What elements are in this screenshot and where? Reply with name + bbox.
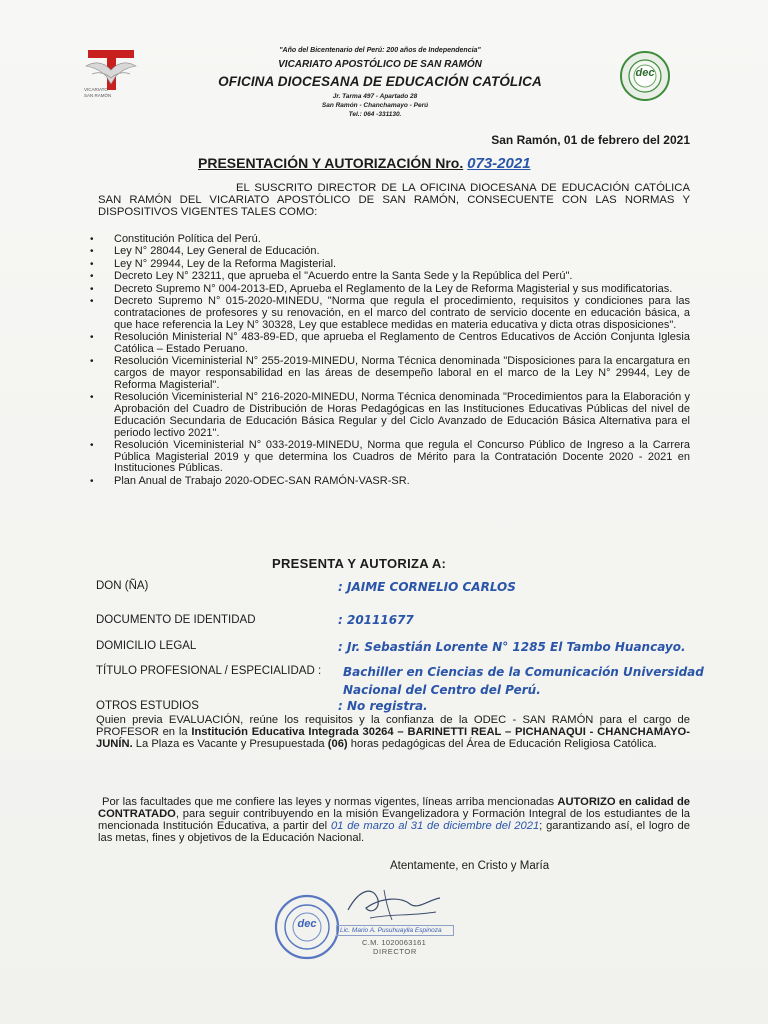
odec-stamp: [272, 893, 342, 961]
reference-item: [90, 245, 690, 258]
date-line: San Ramón, 01 de febrero del 2021: [491, 133, 690, 147]
signature-cm: C.M. 1020063161: [362, 938, 427, 947]
address-label: DOMICILIO LEGAL: [96, 640, 197, 652]
closing: Atentamente, en Cristo y María: [390, 860, 550, 872]
reference-item: [90, 330, 690, 356]
logo-caption-2: SAN RAMÓN: [84, 93, 112, 98]
other-studies-label: OTROS ESTUDIOS: [96, 700, 199, 712]
id-label: DOCUMENTO DE IDENTIDAD: [96, 614, 256, 626]
bullet-icon: •: [90, 331, 94, 343]
presenta-heading: PRESENTA Y AUTORIZA A:: [272, 556, 447, 571]
reference-text: Decreto Ley N° 23211, que aprueba el "Acuerdo entre la Santa Sede y la República del Perú".: [114, 270, 573, 283]
bullet-icon: •: [90, 283, 94, 295]
reference-text: Decreto Supremo N° 015-2020-MINEDU, "Norma que regula el procedimiento, requisitos y condiciones para las contrataciones de profesores y su renovación, en el marco del contrato de servicio docente en educación básica, a que hace referencia la Ley N° 30328, Ley que establece medidas en materia educativa y dicta otras disposiciones".: [114, 294, 690, 331]
address-value: : Jr. Sebastián Lorente N° 1285 El Tambo Huancayo.: [338, 640, 686, 654]
reference-item: [90, 257, 690, 271]
p2-c: , para seguir contribuyendo en la misión Evangelizadora y Formación Integral de los estudiantes de la mencionada Institución Educativa, a partir del: [98, 808, 690, 832]
p2-a: Por las facultades que me confiere las leyes y normas vigentes, líneas arriba mencionadas: [102, 796, 558, 808]
bullet-icon: •: [90, 392, 94, 404]
bullet-icon: •: [90, 234, 94, 245]
signature-name: Lic. Mario A. Pusuhuaylla Espinoza: [336, 925, 454, 936]
reference-text: Resolución Viceministerial N° 033-2019-MINEDU, Norma que regula el Concurso Público de Ingreso a la Carrera Pública Magisterial 2019 y que determina los Cuadros de Mérito para la Contratación Docente 2020 - 2021 en Instituciones Públicas.: [114, 438, 690, 475]
title-field-label: TÍTULO PROFESIONAL / ESPECIALIDAD :: [96, 665, 322, 677]
phone: Tel.: 064 -331130.: [348, 111, 402, 118]
handwritten-signature: [340, 880, 450, 926]
p2-e: ; garantizando así, el logro de las metas, fines y objetivos de la Educación Nacional.: [98, 820, 690, 844]
office-name: OFICINA DIOCESANA DE EDUCACIÓN CATÓLICA: [218, 74, 542, 89]
bullet-icon: •: [90, 439, 94, 451]
reference-item: [90, 438, 690, 475]
title-label: PRESENTACIÓN Y AUTORIZACIÓN Nro.: [198, 155, 464, 171]
reference-item: [90, 270, 690, 283]
reference-text: Resolución Viceministerial N° 216-2020-MINEDU, Norma Técnica denominada "Procedimientos para la Elaboración y Aprobación del Cuadro de Distribución de Horas Pedagógicas en las Instituciones Educativas Públicas del nivel de Educación Secundaria de Educación Básica Regular y del Ciclo Avanzado de Educación Básica Alternativa para el periodo lectivo 2021".: [114, 391, 690, 439]
reference-item: [90, 391, 690, 439]
vicariate-name: VICARIATO APOSTÓLICO DE SAN RAMÓN: [278, 59, 482, 70]
reference-item: [90, 355, 690, 391]
reference-text: Plan Anual de Trabajo 2020-ODEC-SAN RAMÓN-VASR-SR.: [114, 474, 410, 487]
appointment-paragraph: [96, 714, 690, 750]
reference-text: Decreto Supremo N° 004-2013-ED, Aprueba el Reglamento de la Ley de Reforma Magisterial y sus modificatorias.: [114, 282, 673, 295]
reference-item: [90, 474, 690, 488]
address-line-1: Jr. Tarma 497 - Apartado 28: [332, 93, 418, 100]
reference-item: [90, 294, 690, 331]
title-field-value-1: Bachiller en Ciencias de la Comunicación Universidad: [343, 665, 704, 679]
motto: "Año del Bicentenario del Perú: 200 años de Independencia": [279, 47, 481, 54]
signature-role: DIRECTOR: [373, 947, 417, 956]
reference-text: Ley N° 28044, Ley General de Educación.: [114, 245, 320, 258]
id-value: : 20111677: [338, 613, 414, 627]
vicariate-cross-logo: [80, 44, 142, 102]
bullet-icon: •: [90, 475, 94, 487]
bullet-icon: •: [90, 246, 94, 258]
other-studies-value: : No registra.: [338, 699, 428, 713]
document-title: [198, 155, 531, 172]
authorization-paragraph: [98, 796, 690, 844]
reference-item: [90, 282, 690, 296]
intro-paragraph: EL SUSCRITO DIRECTOR DE LA OFICINA DIOCESANA DE EDUCACIÓN CATÓLICA SAN RAMÓN DEL VICARIATO APOSTÓLICO DE SAN RAMÓN, CONSECUENTE CON LAS NORMAS Y DISPOSITIVOS VIGENTES TALES COMO:: [98, 182, 690, 218]
reference-text: Constitución Política del Perú.: [114, 233, 261, 245]
bullet-icon: •: [90, 271, 94, 283]
reference-text: Ley N° 29944, Ley de la Reforma Magisterial.: [114, 257, 337, 270]
p2-authorize: AUTORIZO en calidad de CONTRATADO: [98, 796, 690, 820]
p2-period: 01 de marzo al 31 de diciembre del 2021: [330, 820, 540, 832]
name-label: DON (ÑA): [96, 580, 149, 592]
name-value: : JAIME CORNELIO CARLOS: [338, 580, 516, 594]
stamp-text: dec: [297, 918, 317, 930]
p1-hours: (06): [327, 738, 348, 750]
reference-item: [90, 233, 690, 246]
p1-a: Quien previa EVALUACIÓN, reúne los requisitos y la confianza de la ODEC - SAN RAMÓN para el cargo de PROFESOR en la: [96, 714, 690, 738]
references-list: [90, 233, 690, 488]
bullet-icon: •: [90, 258, 94, 270]
seal-text: dec: [635, 67, 655, 79]
address-line-2: San Ramón - Chanchamayo - Perú: [321, 102, 429, 109]
bullet-icon: •: [90, 295, 94, 307]
title-number: 073-2021: [467, 155, 531, 172]
odec-seal-logo: [617, 50, 673, 102]
bullet-icon: •: [90, 356, 94, 368]
reference-text: Resolución Viceministerial N° 255-2019-MINEDU, Norma Técnica denominada "Disposiciones para la encargatura en cargos de mayor responsabilidad en las áreas de desempeño laboral en el marco de la Ley N° 29944, Ley de Reforma Magisterial".: [114, 355, 690, 391]
p1-e: horas pedagógicas del Área de Educación Religiosa Católica.: [347, 738, 657, 750]
title-field-value-2: Nacional del Centro del Perú.: [343, 683, 541, 697]
p1-c: La Plaza es Vacante y Presupuestada: [132, 738, 328, 750]
p1-institution: Institución Educativa Integrada 30264 – BARINETTI REAL – PICHANAQUI - CHANCHAMAYO- JUNÍN.: [96, 726, 690, 750]
reference-text: Resolución Ministerial N° 483-89-ED, que aprueba el Reglamento de Centros Educativos de Acción Conjunta Iglesia Católica – Estado Peruano.: [114, 330, 690, 355]
logo-caption-1: VICARIATO: [84, 87, 108, 92]
